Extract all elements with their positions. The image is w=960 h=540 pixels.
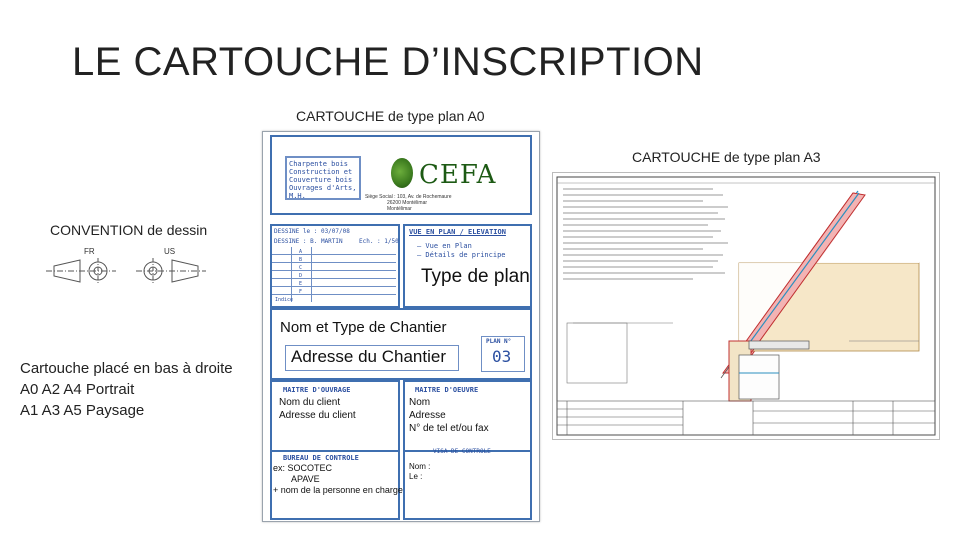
us-projection-symbol (136, 258, 206, 284)
dessine-le: DESSINE le : 03/07/08 (274, 228, 350, 235)
indice-letter: F (299, 289, 303, 295)
indice-letters (299, 248, 302, 296)
company-line: Construction et (289, 168, 353, 176)
type-de-plan: Type de plan (421, 266, 530, 287)
nom-chantier: Nom et Type de Chantier (280, 319, 447, 336)
moe-line: Nom (409, 397, 431, 408)
indice-letter: D (299, 273, 303, 279)
fr-label: FR (84, 247, 95, 256)
moa-lines (279, 396, 356, 422)
visa-line: Nom : (409, 462, 431, 471)
moe-line: Adresse (409, 410, 446, 421)
address-line: Siège Social : 103, Av. de Rochemaure (365, 194, 452, 200)
note-portrait: A0 A2 A4 Portrait (20, 381, 135, 398)
bc-line: ex: SOCOTEC (273, 463, 333, 473)
vue-header: VUE EN PLAN / ELEVATION (409, 228, 506, 236)
a3-notes-lines (563, 189, 728, 279)
fr-projection-symbol (46, 258, 116, 284)
vue-items (417, 242, 506, 260)
cartouche-a3-image (552, 172, 940, 440)
company-line: Ouvrages d'Arts, M.H. (289, 184, 357, 200)
bc-lines (273, 463, 403, 496)
company-address (365, 194, 452, 212)
vue-item: – Détails de principe (417, 251, 506, 259)
note-paysage: A1 A3 A5 Paysage (20, 402, 145, 419)
caption-convention: CONVENTION de dessin (50, 222, 208, 238)
indice-letter: E (299, 281, 303, 287)
us-label: US (164, 247, 176, 256)
indice-divider (311, 247, 312, 302)
echelle: Ech. : 1/50 (359, 238, 399, 245)
moa-line: Adresse du client (279, 410, 356, 421)
company-line: Couverture bois (289, 176, 353, 184)
moe-lines (409, 396, 489, 435)
moa-line: Nom du client (279, 397, 341, 408)
moe-header: MAITRE D'OEUVRE (415, 386, 479, 394)
vue-item: – Vue en Plan (417, 242, 472, 250)
dessine-par: DESSINE : B. MARTIN (274, 238, 343, 245)
cartouche-a0-image (262, 131, 540, 522)
cefa-leaf-icon (391, 158, 413, 188)
visa-box (403, 450, 532, 520)
slide-title: LE CARTOUCHE D’INSCRIPTION (72, 40, 704, 84)
indice-letter: A (299, 249, 303, 255)
moe-line: N° de tel et/ou fax (409, 423, 489, 434)
a3-roof-section (567, 191, 919, 401)
bc-header: BUREAU DE CONTROLE (283, 454, 359, 462)
adresse-chantier: Adresse du Chantier (291, 347, 446, 366)
a3-title-block (557, 401, 935, 435)
cefa-logo-text: CEFA (419, 160, 497, 190)
company-line: Charpente bois (289, 160, 349, 168)
a3-technical-drawing (553, 173, 939, 439)
caption-a3: CARTOUCHE de type plan A3 (632, 149, 821, 165)
visa-header: VISA DE CONTROLE (433, 448, 491, 455)
plan-number: 03 (492, 347, 512, 366)
indice-footer: Indice (275, 297, 294, 303)
bc-line: APAVE (291, 474, 320, 484)
notes-block (20, 358, 233, 421)
visa-line: Le : (409, 472, 423, 481)
moa-header: MAITRE D'OUVRAGE (283, 386, 351, 394)
indice-divider (291, 247, 292, 302)
address-line: Montélimar (387, 206, 412, 212)
plan-label: PLAN N° (486, 338, 512, 345)
visa-lines (409, 462, 430, 482)
indice-letter: C (299, 265, 303, 271)
bc-line: + nom de la personne en charge (273, 485, 403, 495)
address-line: 26200 Montélimar (387, 200, 428, 206)
company-box (285, 156, 361, 200)
caption-a0: CARTOUCHE de type plan A0 (296, 108, 485, 124)
indice-letter: B (299, 257, 303, 263)
note-position: Cartouche placé en bas à droite (20, 360, 233, 377)
projection-convention-drawing (40, 244, 240, 300)
